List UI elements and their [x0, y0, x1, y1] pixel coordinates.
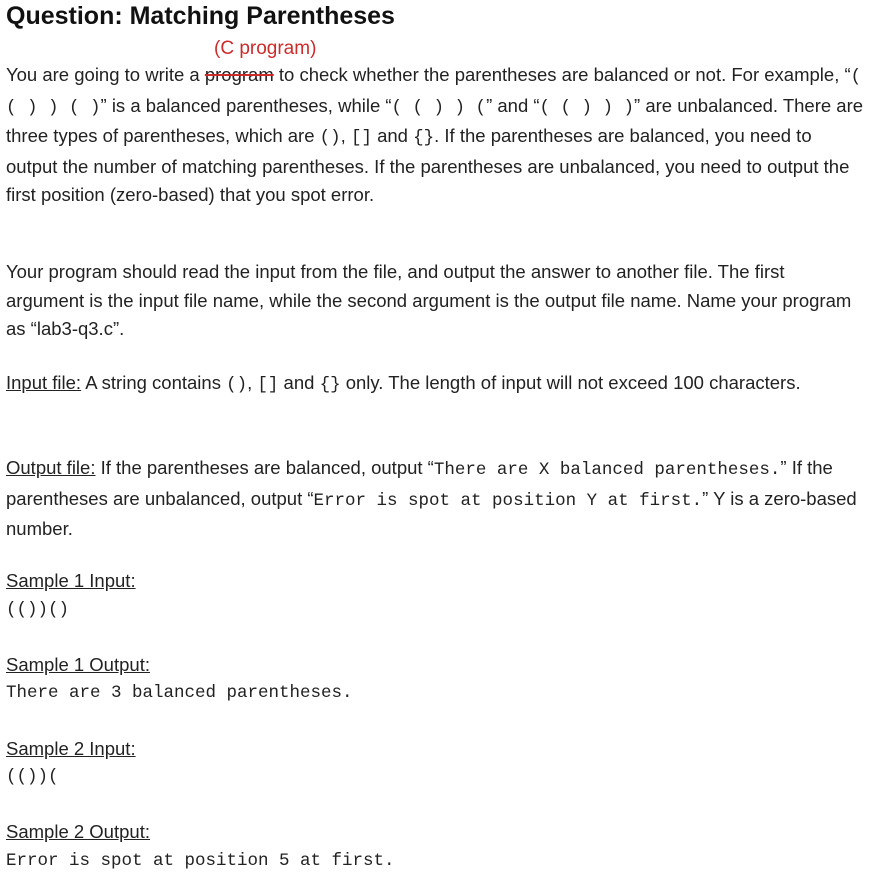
- sample-1-input-code: (())(): [6, 600, 70, 620]
- sample-2-output-code: Error is spot at position 5 at first.: [6, 851, 395, 871]
- sample-2-input-label: Sample 2 Input:: [6, 738, 136, 759]
- input-file-paragraph: Input file: A string contains (), [] and {} only. The length of input will not exceed 100 characters.: [6, 372, 801, 395]
- input-file-label: Input file:: [6, 372, 82, 393]
- sample-1-input-label: Sample 1 Input:: [6, 570, 136, 591]
- intro-paragraph: You are going to write a program to check whether the parentheses are balanced or not. For example, “( ( ) ) ( )” is a balanced parentheses, while “( ( ) ) (” and “( ( ) ) )” are unbalanced. There are three types of parentheses, which are (), [] and {}. If the parentheses are balanced, you need to output the number of matching parentheses. If the parentheses are unbalanced, you need to output the first position (zero-based) that you spot error.: [6, 64, 864, 205]
- struck-word: program: [204, 64, 274, 85]
- sample-1-output-code: There are 3 balanced parentheses.: [6, 683, 353, 703]
- sample-2-output-label: Sample 2 Output:: [6, 821, 150, 842]
- page-title: Question: Matching Parentheses: [6, 2, 395, 30]
- sample-1-output-label: Sample 1 Output:: [6, 654, 150, 675]
- sample-2-input-code: (())(: [6, 767, 59, 787]
- output-file-paragraph: Output file: If the parentheses are balanced, output “There are X balanced parentheses.” If the parentheses are unbalanced, output “Error is spot at position Y at first.” Y is a zero-based number.: [6, 457, 857, 539]
- output-file-label: Output file:: [6, 457, 96, 478]
- handwritten-annotation: (C program): [214, 38, 317, 59]
- program-paragraph: Your program should read the input from the file, and output the answer to another file. The first argument is the input file name, while the second argument is the output file name. Name your program as “lab3-q3.c”.: [6, 261, 852, 339]
